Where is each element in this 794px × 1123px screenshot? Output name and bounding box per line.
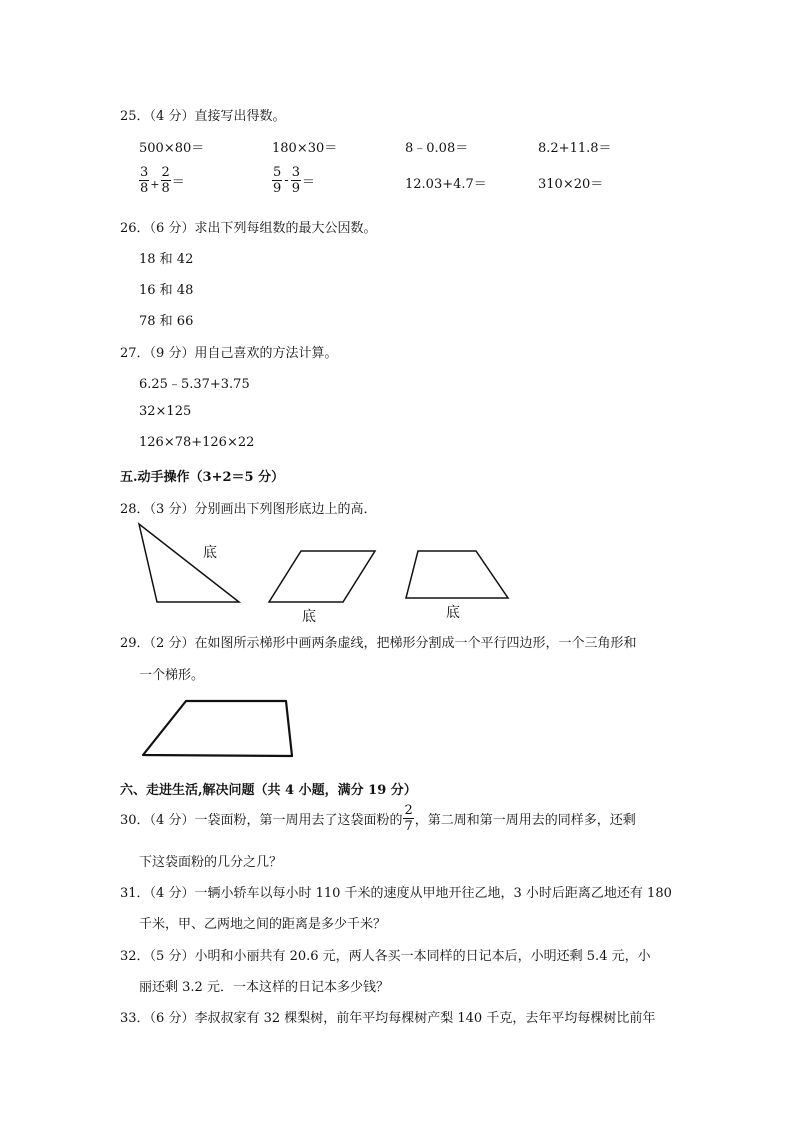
- q25-item-3: 8﹣0.08＝: [405, 141, 469, 156]
- q25-item-7: 12.03+4.7＝: [405, 177, 487, 192]
- q25-item-6: $\frac{5}{9}$ - $\frac{3}{9}$ ＝: [273, 165, 315, 196]
- q31-line-1: 31．（4 分）一辆小轿车以每小时 110 千米的速度从甲地开往乙地，3 小时后距离乙地还有 180: [120, 886, 672, 901]
- fraction: $\frac{2}{8}$: [161, 165, 170, 196]
- q32-line-1: 32．（5 分）小明和小丽共有 20.6 元，两人各买一本同样的日记本后，小明还剩 5.4 元，小: [120, 949, 651, 964]
- q27-item-1: 6.25﹣5.37+3.75: [139, 377, 250, 392]
- triangle-figure: [139, 524, 239, 602]
- q27-item-2: 32×125: [139, 404, 192, 419]
- q29-line-2: 一个梯形。: [139, 668, 205, 683]
- q33-line-1: 33．（6 分）李叔叔家有 32 棵梨树，前年平均每棵树产梨 140 千克，去年平均每棵树比前年: [120, 1011, 656, 1026]
- trapezoid-figure: [406, 551, 508, 598]
- parallelogram-base-label: 底: [302, 609, 316, 625]
- q30-line-1: 30．（4 分）一袋面粉，第一周用去了这袋面粉的 $\frac{2}{7}$ ，第二周和第一周用去的同样多，还剩: [120, 803, 636, 834]
- section-5-heading: 五.动手操作（3+2＝5 分）: [120, 470, 285, 485]
- fraction: $\frac{3}{9}$: [291, 165, 300, 196]
- q25-title: 25．（4 分）直接写出得数。: [120, 109, 286, 124]
- q26-item-2: 16 和 48: [139, 283, 194, 298]
- q29-line-1: 29．（2 分）在如图所示梯形中画两条虚线，把梯形分割成一个平行四边形，一个三角形和: [120, 636, 637, 651]
- q26-item-1: 18 和 42: [139, 252, 194, 267]
- q25-item-8: 310×20＝: [538, 177, 604, 192]
- q25-item-1: 500×80＝: [139, 141, 205, 156]
- q25-item-5: $\frac{3}{8}$ + $\frac{2}{8}$ ＝: [140, 165, 185, 196]
- q26-title: 26．（6 分）求出下列每组数的最大公因数。: [120, 221, 377, 236]
- trapezoid-base-label: 底: [446, 605, 460, 621]
- fraction: $\frac{2}{7}$: [404, 803, 413, 834]
- parallelogram-figure: [269, 551, 375, 602]
- fraction: $\frac{5}{9}$: [273, 165, 282, 196]
- q31-line-2: 千米，甲、乙两地之间的距离是多少千米？: [139, 917, 387, 932]
- q30-line-2: 下这袋面粉的几分之几？: [139, 855, 283, 870]
- q29-trapezoid-figure: [143, 701, 292, 756]
- q25-item-2: 180×30＝: [272, 141, 338, 156]
- q25-item-4: 8.2+11.8＝: [538, 141, 612, 156]
- fraction: $\frac{3}{8}$: [140, 165, 149, 196]
- q27-title: 27．（9 分）用自己喜欢的方法计算。: [120, 346, 338, 361]
- section-6-heading: 六、走进生活,解决问题（共 4 小题，满分 19 分）: [120, 783, 417, 798]
- q27-item-3: 126×78+126×22: [139, 435, 255, 450]
- q26-item-3: 78 和 66: [139, 314, 194, 329]
- triangle-base-label: 底: [203, 545, 217, 561]
- q28-title: 28．（3 分）分别画出下列图形底边上的高．: [120, 502, 377, 517]
- q32-line-2: 丽还剩 3.2 元．一本这样的日记本多少钱？: [139, 980, 389, 995]
